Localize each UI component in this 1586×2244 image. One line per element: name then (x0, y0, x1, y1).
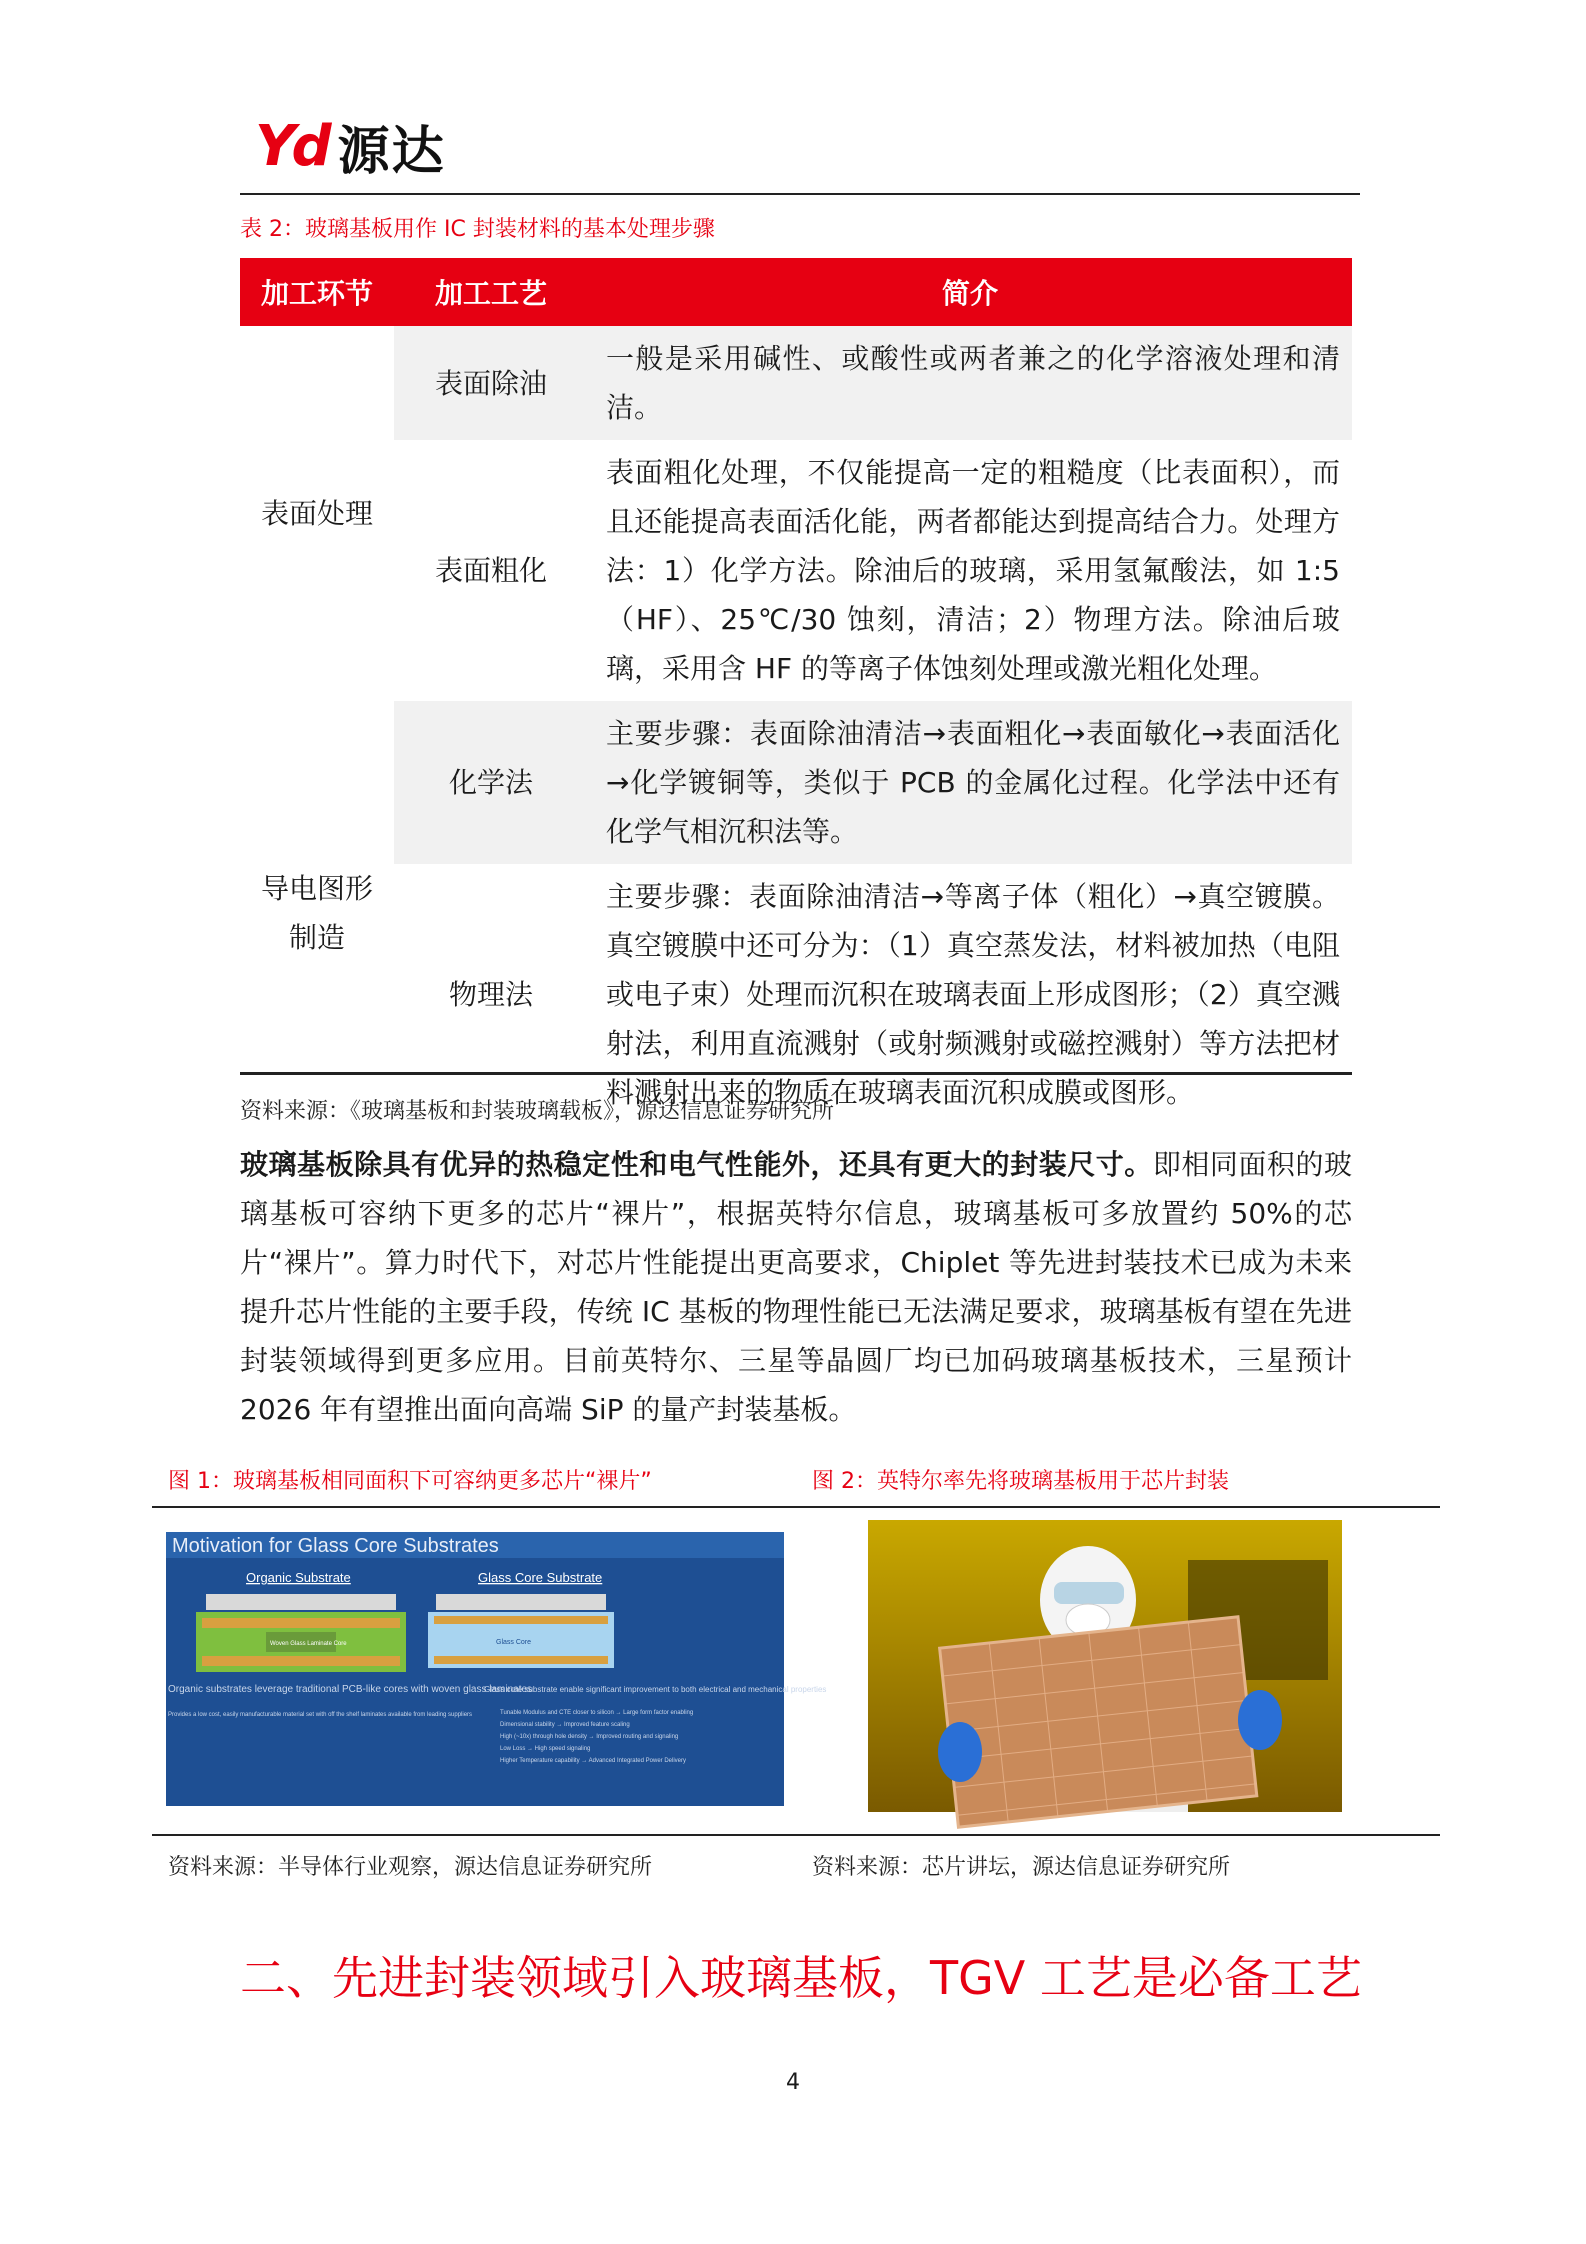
organic-bullet: Provides a low cost, easily manufacturable material set with off the shelf laminates available from leading suppliers (168, 1712, 473, 1718)
description-cell: 主要步骤：表面除油清洁→表面粗化→表面敏化→表面活化→化学镀铜等，类似于 PCB 的金属化过程。化学法中还有化学气相沉积法等。 (588, 701, 1352, 864)
figure1-source: 资料来源：半导体行业观察，源达信息证券研究所 (168, 1855, 653, 1880)
safety-goggles (1054, 1582, 1124, 1604)
table-row (240, 864, 1352, 1125)
company-logo (255, 113, 446, 182)
glass-substrate-label: Glass Core Substrate (478, 1570, 603, 1585)
glass-bullet: High (~10x) through hole density → Improved routing and signaling (500, 1734, 679, 1740)
glass-die-layer (436, 1594, 606, 1610)
logo-mark: Yd (255, 113, 328, 179)
stage-cell: 表面处理 (240, 326, 394, 701)
table-source: 资料来源：《玻璃基板和封装玻璃载板》，源达信息证券研究所 (240, 1099, 835, 1124)
header-description: 简介 (588, 258, 1352, 326)
table-header-row (240, 258, 1352, 326)
organic-description: Organic substrates leverage traditional PCB-like cores with woven glass laminates (168, 1684, 533, 1695)
figure1-caption: 图 1：玻璃基板相同面积下可容纳更多芯片“裸片” (168, 1469, 652, 1494)
glass-bullet: Tunable Modulus and CTE closer to silicon → Large form factor enabling (500, 1710, 694, 1716)
description-cell: 主要步骤：表面除油清洁→等离子体（粗化）→真空镀膜。真空镀膜中还可分为：（1）真空蒸发法，材料被加热（电阻或电子束）处理而沉积在玻璃表面上形成图形；（2）真空溅射法，利用直流溅射（或射频溅射或磁控溅射）等方法把材料溅射出来的物质在玻璃表面沉积成膜或图形。 (606, 880, 1340, 1109)
table-row (240, 326, 1352, 440)
glass-bullet: Higher Temperature capability → Advanced Integrated Power Delivery (500, 1758, 686, 1764)
glass-description: Glass core substrate enable significant improvement to both electrical and mechanical properties (484, 1685, 827, 1694)
body-paragraph (240, 1140, 1352, 1434)
page-number: 4 (786, 2070, 800, 2095)
header-process: 加工工艺 (394, 258, 588, 326)
organic-die-layer (206, 1594, 396, 1610)
figure1-image (166, 1532, 827, 1806)
left-glove (938, 1722, 982, 1782)
stage-cell (240, 701, 394, 1125)
paragraph-lead: 玻璃基板除具有优异的热稳定性和电气性能外，还具有更大的封装尺寸。 (240, 1148, 1153, 1181)
logo-text: 源达 (337, 121, 446, 182)
slide-title: Motivation for Glass Core Substrates (172, 1535, 499, 1557)
figure2-image (868, 1520, 1342, 1812)
table-row (240, 440, 1352, 701)
figure2-source: 资料来源：芯片讲坛，源达信息证券研究所 (812, 1855, 1231, 1880)
table-bottom-rule (240, 1072, 1352, 1075)
process-cell: 表面粗化 (434, 554, 547, 587)
engineer-holding-glass-substrate (868, 1520, 1342, 1812)
organic-substrate-label: Organic Substrate (246, 1570, 351, 1585)
table-caption: 表 2：玻璃基板用作 IC 封装材料的基本处理步骤 (240, 217, 715, 242)
figure-bottom-rule (152, 1834, 1440, 1836)
right-glove (1238, 1690, 1282, 1750)
description-cell: 表面粗化处理，不仅能提高一定的粗糙度（比表面积），而且还能提高表面活化能，两者都能达到提高结合力。处理方法：1）化学方法。除油后的玻璃，采用氢氟酸法，如 1:5（HF）、25℃/30 蚀刻，清洁；2）物理方法。除油后玻璃，采用含 HF 的等离子体蚀刻处理或激光粗化处理。 (606, 456, 1340, 685)
description-cell: 一般是采用碱性、或酸性或两者兼之的化学溶液处理和清洁。 (588, 326, 1352, 440)
header-stage: 加工环节 (240, 258, 394, 326)
figure-top-rule (152, 1506, 1440, 1508)
process-table (240, 258, 1352, 1125)
glass-bullet: Dimensional stability → Improved feature scaling (500, 1722, 630, 1728)
glass-core-label: Glass Core (496, 1639, 532, 1646)
header-rule (240, 193, 1360, 195)
figure2-caption: 图 2：英特尔率先将玻璃基板用于芯片封装 (812, 1469, 1229, 1494)
table-row (240, 701, 1352, 864)
stage-cell-text: 导电图形制造 (260, 872, 373, 954)
glass-bullet: Low Loss → High speed signaling (500, 1746, 591, 1752)
section-heading: 二、先进封装领域引入玻璃基板，TGV 工艺是必备工艺 (240, 1951, 1362, 2005)
glass-core-slide (166, 1532, 827, 1806)
process-cell: 化学法 (394, 701, 588, 864)
paragraph-text: 即相同面积的玻璃基板可容纳下更多的芯片“裸片”，根据英特尔信息，玻璃基板可多放置约 50%的芯片“裸片”。算力时代下，对芯片性能提出更高要求，Chiplet 等先进封装技术已成为未来提升芯片性能的主要手段，传统 IC 基板的物理性能已无法满足要求，玻璃基板有望在先进封装领域得到更多应用。目前英特尔、三星等晶圆厂均已加码玻璃基板技术，三星预计 2026 年有望推出面向高端 SiP 的量产封装基板。 (240, 1148, 1352, 1426)
process-cell: 表面除油 (394, 326, 588, 440)
organic-core-label: Woven Glass Laminate Core (270, 1641, 347, 1647)
process-cell: 物理法 (448, 978, 533, 1011)
